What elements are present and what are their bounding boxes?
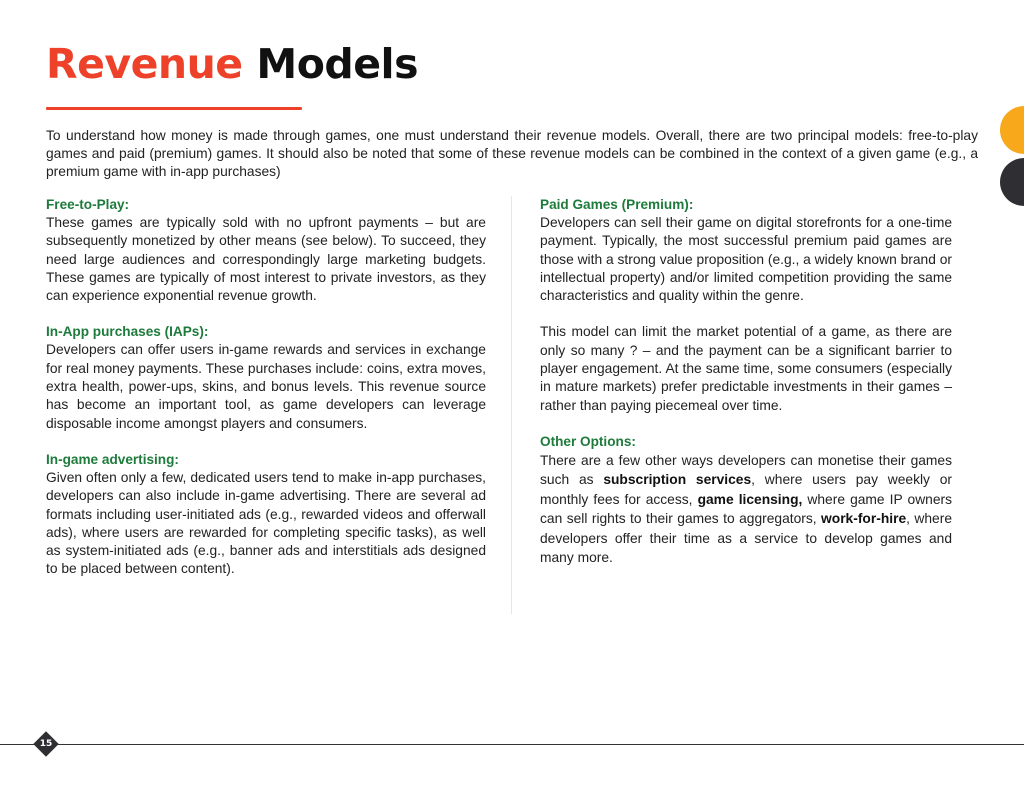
body-text: There are a few other ways developers can monetise their games such as <box>540 452 952 488</box>
left-column <box>46 196 486 597</box>
column-divider <box>511 196 512 614</box>
section-body: Developers can offer users in-game rewards and services in exchange for real money payments. These purchases include: coins, extra moves, extra health, power-ups, skins, and bonus levels. This revenue source has become an important tool, as game developers can leverage disposable income amongst players and consumers. <box>46 342 486 431</box>
section-body <box>540 451 952 568</box>
section-free-to-play <box>46 196 486 305</box>
body-text: , where developers offer their time as a service to develop games and many more. <box>540 511 952 566</box>
decorative-orange-circle <box>1000 106 1024 154</box>
decorative-dark-circle <box>1000 158 1024 206</box>
section-body: Developers can sell their game on digital storefronts for a one-time payment. Typically, the most successful premium paid games are those with a strong value proposition (e.g., a widely known brand or intellectual property) and/or limited competition providing the same characteristics and quality within the genre. <box>540 215 952 304</box>
body-text: , where users pay weekly or monthly fees for access, <box>540 472 953 507</box>
highlight-subscription-services: subscription services <box>603 472 752 488</box>
title-underline <box>46 107 302 110</box>
page-number: 15 <box>39 739 53 749</box>
section-body: These games are typically sold with no upfront payments – but are subsequently monetized by other means (see below). To succeed, they need large audiences and correspondingly large marketing budgets. These games are typically of most interest to private investors, as they can experience exponential revenue growth. <box>46 215 486 304</box>
section-heading: Free-to-Play: <box>46 197 130 212</box>
section-body-continued: This model can limit the market potential of a game, as there are only so many ? – and the payment can be a significant barrier to player engagement. At the same time, some consumers (especially in mature markets) prefer predictable investments in their games – rather than paying piecemeal over time. <box>540 324 952 413</box>
section-heading: In-game advertising: <box>46 451 179 467</box>
section-other-options <box>540 433 952 568</box>
section-heading: Other Options: <box>540 433 636 449</box>
body-text: where game IP owners can sell rights to their games to aggregators, <box>540 491 953 527</box>
intro-paragraph: To understand how money is made through games, one must understand their revenue models. Overall, there are two principal models: free-to-play games and paid (premium) games. It should also be noted that some of these revenue models can be combined in the context of a given game (e.g., a premium game with in-app purchases) <box>46 128 978 179</box>
section-paid-games <box>540 196 952 415</box>
page-title <box>46 38 418 90</box>
section-body: Given often only a few, dedicated users tend to make in-app purchases, developers can also include in-game advertising. There are several ad formats including user-initiated ads (e.g., rewarded videos and offerwall ads), where users are rewarded for completing specific tasks), as well as system-initiated ads (e.g., banner ads and interstitials ads designed to be placed between content). <box>46 469 486 577</box>
section-heading: Paid Games (Premium): <box>540 197 694 212</box>
page-title-accent: Revenue <box>46 40 243 88</box>
page-number-badge <box>34 732 58 756</box>
right-column <box>540 196 952 586</box>
section-in-app-purchases <box>46 323 486 432</box>
section-in-game-advertising <box>46 451 486 579</box>
highlight-work-for-hire: work-for-hire <box>821 511 907 527</box>
highlight-game-licensing: game licensing, <box>697 491 803 507</box>
footer-rule <box>0 744 1024 745</box>
page-title-rest: Models <box>256 40 418 88</box>
section-heading: In-App purchases (IAPs): <box>46 324 209 340</box>
